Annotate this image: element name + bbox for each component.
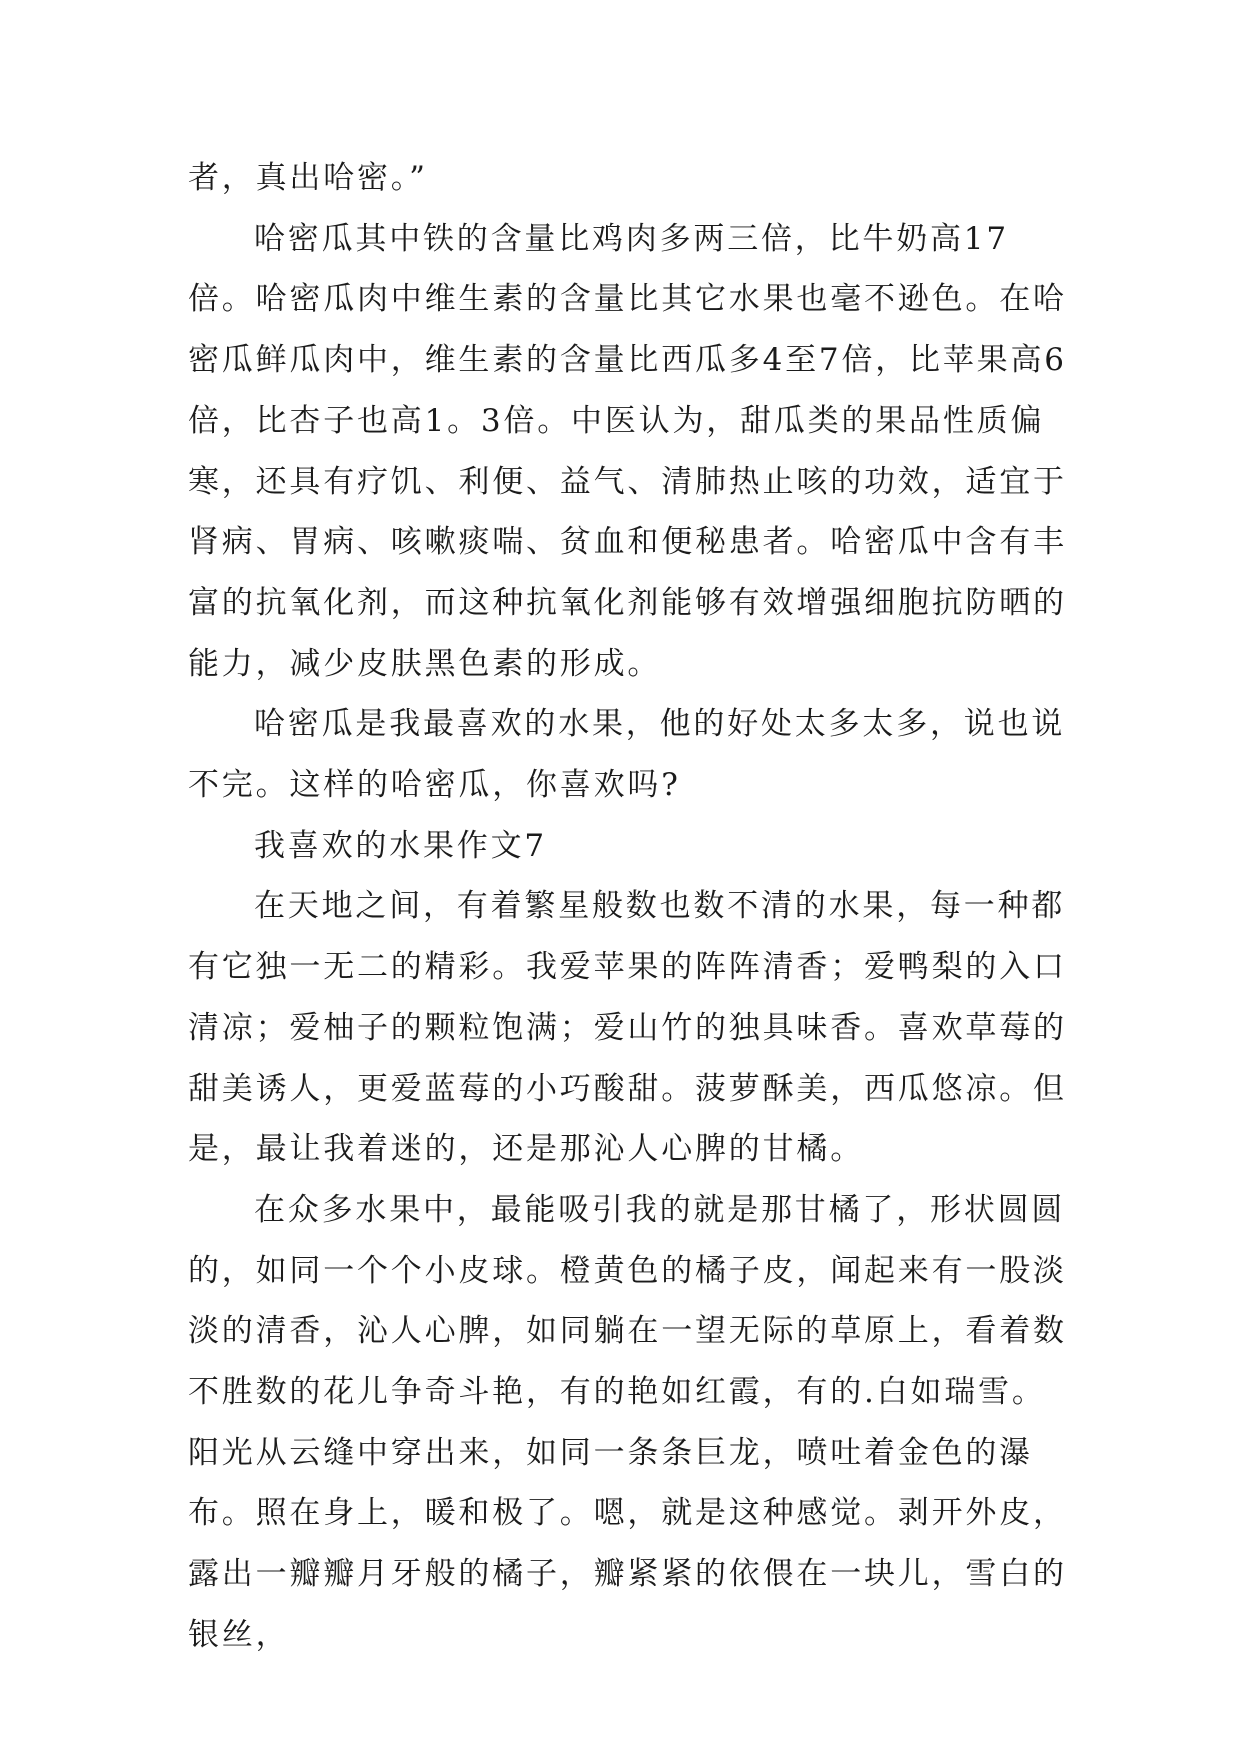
paragraph-intro: 在天地之间，有着繁星般数也数不清的水果，每一种都有它独一无二的精彩。我爱苹果的阵阵清香；爱鸭梨的入口清凉；爱柚子的颗粒饱满；爱山竹的独具味香。喜欢草莓的甜美诱人，更爱蓝莓的小巧酸甜。菠萝酥美，西瓜悠凉。但是，最让我着迷的，还是那沁人心脾的甘橘。 [188, 888, 1067, 1168]
document-body [188, 148, 1068, 1666]
essay-heading: 我喜欢的水果作文7 [254, 827, 547, 864]
paragraph-conclusion: 哈密瓜是我最喜欢的水果，他的好处太多太多，说也说不完。这样的哈密瓜，你喜欢吗? [188, 706, 1066, 804]
paragraph-continuation: 者，真出哈密。” [188, 160, 428, 196]
paragraph-nutrition: 哈密瓜其中铁的含量比鸡肉多两三倍，比牛奶高17倍。哈密瓜肉中维生素的含量比其它水果也毫不逊色。在哈密瓜鲜瓜肉中，维生素的含量比西瓜多4至7倍，比苹果高6倍，比杏子也高1。3倍。中医认为，甜瓜类的果品性质偏寒，还具有疗饥、利便、益气、清肺热止咳的功效，适宜于肾病、胃病、咳嗽痰喘、贫血和便秘患者。哈密瓜中含有丰富的抗氧化剂，而这种抗氧化剂能够有效增强细胞抗防晒的能力，减少皮肤黑色素的形成。 [188, 220, 1067, 682]
paragraph-orange: 在众多水果中，最能吸引我的就是那甘橘了，形状圆圆的，如同一个个小皮球。橙黄色的橘子皮，闻起来有一股淡淡的清香，沁人心脾，如同躺在一望无际的草原上，看着数不胜数的花儿争奇斗艳，有的艳如红霞，有的.白如瑞雪。阳光从云缝中穿出来，如同一条条巨龙，喷吐着金色的瀑布。照在身上，暖和极了。嗯，就是这种感觉。剥开外皮，露出一瓣瓣月牙般的橘子，瓣紧紧的依偎在一块儿，雪白的银丝， [188, 1191, 1067, 1653]
